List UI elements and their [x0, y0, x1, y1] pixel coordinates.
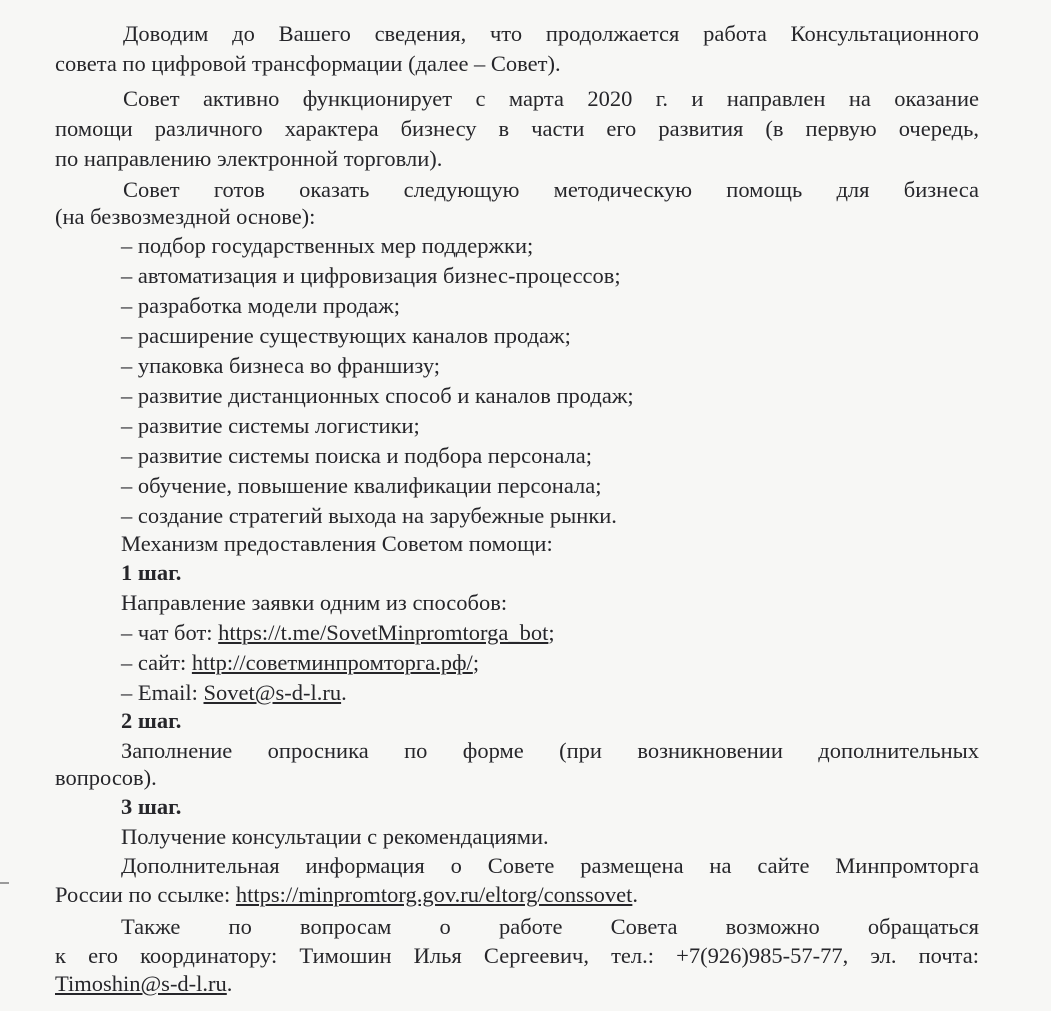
- paragraph-intro-line-2: совета по цифровой трансформации (далее – Совет).: [55, 51, 561, 76]
- info-line-1: Дополнительная информация о Совете размещена на сайте Минпромторга: [121, 853, 979, 878]
- paragraph-council-line-3: по направлению электронной торговли).: [55, 146, 443, 171]
- chatbot-link[interactable]: https://t.me/SovetMinpromtorga_bot: [218, 620, 549, 645]
- email-suffix: .: [341, 680, 347, 705]
- coordinator-email-link[interactable]: Timoshin@s-d-l.ru: [55, 971, 227, 996]
- step-1-text: Направление заявки одним из способов:: [121, 590, 508, 615]
- email-link[interactable]: Sovet@s-d-l.ru: [203, 680, 342, 705]
- service-list-item: – развитие системы поиска и подбора персонала;: [121, 443, 593, 468]
- minpromtorg-link[interactable]: https://minpromtorg.gov.ru/eltorg/conssovet: [235, 882, 633, 907]
- chatbot-suffix: ;: [548, 620, 555, 645]
- service-list-item: – разработка модели продаж;: [121, 293, 400, 318]
- step-2-text-line-1: Заполнение опросника по форме (при возникновении дополнительных: [121, 738, 979, 763]
- info-line-2: [55, 881, 638, 909]
- email-label: – Email:: [121, 680, 204, 705]
- info-link-label: России по ссылке:: [55, 882, 236, 907]
- chatbot-label: – чат бот:: [121, 620, 219, 645]
- info-suffix: .: [632, 882, 638, 907]
- contact-chatbot-line: [121, 619, 555, 647]
- coordinator-line-1: Также по вопросам о работе Совета возможно обращаться: [121, 914, 979, 939]
- step-3-title: 3 шаг.: [121, 794, 182, 819]
- paragraph-intro-line-1: Доводим до Вашего сведения, что продолжается работа Консультационного: [123, 21, 979, 46]
- paragraph-help-line-1: Совет готов оказать следующую методическую помощь для бизнеса: [123, 177, 979, 202]
- paragraph-council-line-2: помощи различного характера бизнесу в части его развития (в первую очередь,: [55, 116, 979, 141]
- site-label: – сайт:: [121, 650, 192, 675]
- coordinator-line-2: к его координатору: Тимошин Илья Сергеевич, тел.: +7(926)985-57-77, эл. почта:: [55, 943, 979, 968]
- service-list-item: – развитие дистанционных способ и каналов продаж;: [121, 383, 634, 408]
- service-list-item: – упаковка бизнеса во франшизу;: [121, 353, 441, 378]
- contact-site-line: [121, 649, 479, 677]
- coordinator-email-suffix: .: [226, 971, 233, 996]
- site-link[interactable]: http://советминпромторга.рф/: [191, 650, 473, 675]
- contact-email-line: [121, 679, 347, 707]
- service-list-item: – создание стратегий выхода на зарубежные рынки.: [121, 503, 617, 528]
- service-list-item: – подбор государственных мер поддержки;: [121, 233, 534, 258]
- mechanism-heading: Механизм предоставления Советом помощи:: [121, 531, 553, 556]
- step-2-title: 2 шаг.: [121, 708, 182, 733]
- service-list-item: – расширение существующих каналов продаж;: [121, 323, 571, 348]
- margin-mark: [0, 882, 9, 884]
- service-list-item: – автоматизация и цифровизация бизнес-процессов;: [121, 263, 621, 288]
- service-list-item: – обучение, повышение квалификации персонала;: [121, 473, 602, 498]
- site-suffix: ;: [472, 650, 480, 675]
- step-2-text-line-2: вопросов).: [55, 765, 157, 790]
- service-list-item: – развитие системы логистики;: [121, 413, 420, 438]
- step-1-title: 1 шаг.: [121, 560, 182, 585]
- coordinator-line-3: [55, 970, 232, 998]
- step-3-text: Получение консультации с рекомендациями.: [121, 824, 549, 849]
- paragraph-help-line-2: (на безвозмездной основе):: [55, 204, 316, 229]
- paragraph-council-line-1: Совет активно функционирует с марта 2020 г. и направлен на оказание: [123, 86, 979, 111]
